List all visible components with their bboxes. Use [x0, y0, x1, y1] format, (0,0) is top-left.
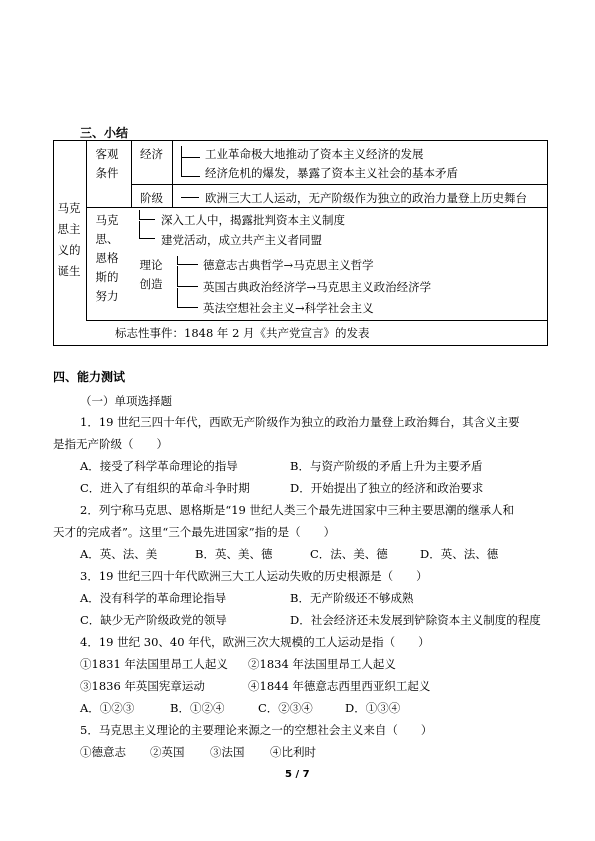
theory-item-1: 德意志古典哲学→马克思主义哲学	[203, 258, 374, 272]
question-2-option-b: B．英、美、德	[195, 547, 273, 561]
theory-item-3: 英法空想社会主义→科学社会主义	[203, 301, 374, 315]
question-2-option-d: D．英、法、德	[420, 547, 499, 561]
question-5-stem: 5．马克思主义理论的主要理论来源之一的空想社会主义来自（ ）	[80, 723, 433, 737]
effort-bracket-2	[139, 221, 155, 239]
table-left-border	[53, 140, 54, 346]
question-4-option-a: A．①②③	[80, 701, 135, 715]
question-1-option-a: A．接受了科学革命理论的指导	[80, 459, 238, 473]
economy-bracket-2	[181, 158, 200, 177]
question-4-item-2: ②1834 年法国里昂工人起义	[248, 657, 396, 671]
question-3-stem: 3．19 世纪三四十年代欧洲三大工人运动失败的历史根源是（ ）	[80, 569, 428, 583]
objective-label: 客观条件	[95, 147, 119, 180]
question-3-option-d: D．社会经济还未发展到铲除资本主义制度的程度	[290, 613, 541, 627]
question-3-option-b: B．无产阶级还不够成熟	[290, 591, 414, 605]
landmark-event: 标志性事件：1848 年 2 月《共产党宣言》的发表	[115, 326, 370, 340]
effort-item-2: 建党活动，成立共产主义者同盟	[161, 233, 322, 247]
effort-bracket-1	[139, 210, 155, 220]
test-heading: 四、能力测试	[53, 370, 126, 384]
question-5-item-2: ②英国	[150, 745, 185, 759]
table-bottom-border	[53, 345, 548, 346]
theory-label: 理论创造	[139, 258, 163, 291]
economy-item-2: 经济危机的爆发，暴露了资本主义社会的基本矛盾	[205, 166, 458, 180]
theory-bracket-2	[177, 266, 198, 287]
question-4-item-1: ①1831 年法国里昂工人起义	[80, 657, 228, 671]
question-1-option-b: B．与资产阶级的矛盾上升为主要矛盾	[290, 459, 483, 473]
theory-bracket-3	[177, 288, 198, 308]
economy-item-1: 工业革命极大地推动了资本主义经济的发展	[205, 147, 424, 161]
landmark-top-divider	[86, 320, 548, 321]
question-5-item-4: ④比利时	[270, 745, 316, 759]
question-2-option-a: A．英、法、美	[80, 547, 158, 561]
economy-column-divider	[172, 140, 173, 208]
question-2-option-c: C．法、美、德	[310, 547, 388, 561]
question-1-stem-line-1: 1．19 世纪三四十年代，西欧无产阶级作为独立的政治力量登上政治舞台，其含义主要	[80, 415, 520, 429]
class-bracket	[181, 197, 199, 198]
question-4-stem: 4．19 世纪 30、40 年代，欧洲三次大规模的工人运动是指（ ）	[80, 635, 430, 649]
question-1-option-c: C．进入了有组织的革命斗争时期	[80, 481, 250, 495]
effort-item-1: 深入工人中，揭露批判资本主义制度	[161, 213, 345, 227]
question-2-stem-line-2: 天才的完成者”。这里“三个最先进国家”指的是（ ）	[53, 525, 336, 539]
question-4-option-d: D．①③④	[345, 701, 401, 715]
class-item: 欧洲三大工人运动，无产阶级作为独立的政治力量登上历史舞台	[205, 191, 527, 205]
question-1-stem-line-2: 是指无产阶级（ ）	[53, 437, 168, 451]
class-label: 阶级	[140, 191, 163, 205]
table-right-border	[547, 140, 548, 346]
economy-bracket-1	[181, 146, 200, 158]
effort-top-divider	[86, 207, 548, 208]
question-3-option-a: A．没有科学的革命理论指导	[80, 591, 227, 605]
root-column-divider	[86, 140, 87, 320]
effort-label: 马克思、恩格斯的努力	[95, 213, 119, 303]
question-4-option-c: C．②③④	[258, 701, 313, 715]
economy-label: 经济	[140, 147, 163, 161]
theory-bracket-1	[177, 256, 198, 265]
theory-item-2: 英国古典政治经济学→马克思主义政治经济学	[203, 280, 432, 294]
section-label: （一）单项选择题	[80, 394, 172, 408]
question-5-item-1: ①德意志	[80, 745, 126, 759]
question-3-option-c: C．缺少无产阶级政党的领导	[80, 613, 227, 627]
class-top-divider	[131, 184, 548, 185]
objective-column-divider	[131, 140, 132, 208]
question-2-stem-line-1: 2．列宁称马克思、恩格斯是“19 世纪人类三个最先进国家中三种主要思潮的继承人和	[80, 503, 514, 517]
summary-heading: 三、小结	[80, 126, 129, 140]
question-5-item-3: ③法国	[210, 745, 245, 759]
question-4-option-b: B．①②④	[170, 701, 225, 715]
root-label: 马克思主义的诞生	[57, 201, 81, 278]
table-top-border	[53, 140, 548, 141]
question-4-item-4: ④1844 年德意志西里西亚织工起义	[248, 679, 431, 693]
question-1-option-d: D．开始提出了独立的经济和政治要求	[290, 481, 484, 495]
page-number: 5 / 7	[285, 769, 310, 780]
question-4-item-3: ③1836 年英国宪章运动	[80, 679, 205, 693]
